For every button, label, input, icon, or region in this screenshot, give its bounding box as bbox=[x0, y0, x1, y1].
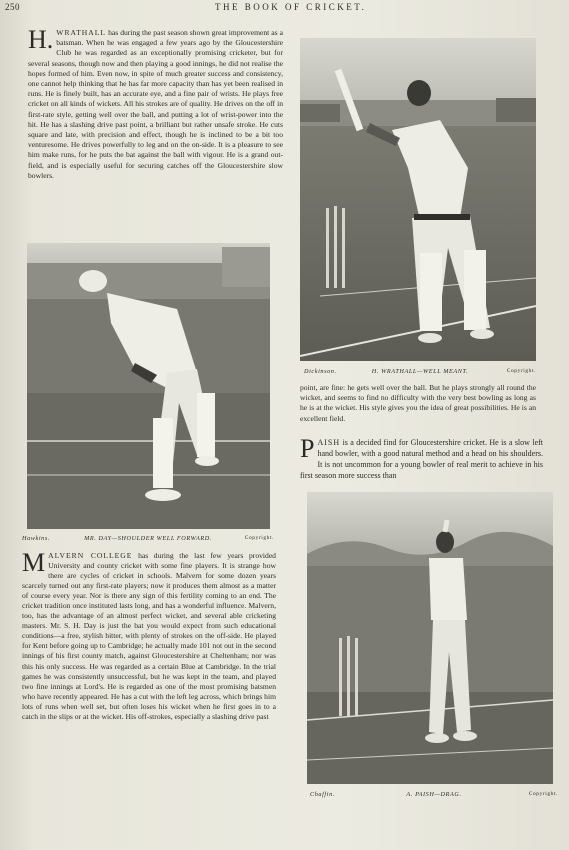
wrathall-caption-title: H. WRATHALL—WELL MEANT. bbox=[371, 368, 469, 375]
wrathall-article bbox=[28, 25, 284, 181]
day-photo-credit: Hawkins. bbox=[22, 535, 51, 542]
paish-article bbox=[300, 434, 544, 481]
wrathall-photo-credit: Dickinson. bbox=[304, 368, 337, 375]
paish-bowling-image bbox=[307, 492, 553, 784]
day-caption bbox=[22, 535, 274, 544]
running-title: THE BOOK OF CRICKET. bbox=[215, 2, 367, 12]
paish-dropcap: P bbox=[300, 434, 315, 463]
wrathall-copyright: Copyright. bbox=[506, 368, 536, 374]
paish-lead: AISH bbox=[317, 438, 341, 447]
continuation-body: point, are fine: he gets well over the ball. But he plays strongly all round the wicket, and seems to find no difficulty with the very best bowling as long as he is at the wicket. His style gives you the idea of great possibilities. He is an excellent field. bbox=[300, 383, 536, 423]
wrathall-dropcap: H. bbox=[28, 25, 54, 54]
wrathall-caption bbox=[304, 368, 536, 377]
day-caption-title: MR. DAY—SHOULDER WELL FORWARD. bbox=[84, 535, 212, 542]
page-number: 250 bbox=[5, 2, 20, 12]
paish-body: is a decided find for Gloucestershire cricket. He is a slow left hand bowler, with a good natural method and a head on his shoulders. It is not uncommon for a young bowler of real merit to achieve in his first season more success than bbox=[300, 438, 544, 480]
day-body: has during the last few years provided University and county cricket with some fine players. It is strange how there are cycles of cricket in schools. Malvern for some dozen years scarcely turned out any first-rate players; now it produces them almost as a matter of course every year. Nor is there any sign of this fertility coming to an end. The cricket tradition once instituted lasts long, and has a wonderful influence. Malvern, too, has the advantage of an almost perfect wicket, and several able cricketing masters. Mr. S. H. Day is just the bat you would expect from such educational conditions—a free, stylish hitter, with plenty of strokes on the off-side. He played for Kent before going up to Cambridge; he actually made 101 not out in the second innings of his first county match, against Gloucestershire at Cheltenham; nor was this his only success. He was regarded as a certain Blue at Cambridge. In the trial games he was consistently unsuccessful, but he was kept in the team, and played two fine innings at Lord's. He is regarded as one of the most promising batsmen who have recently appeared. He has a cut with the left leg across, which brings him lots of runs when well set, but often loses his wicket when he first goes in to a catch in the slips or at the wicket. His off-strokes, especially a slashing drive past bbox=[22, 551, 276, 721]
day-article bbox=[22, 548, 276, 722]
wrathall-lead: WRATHALL bbox=[56, 28, 107, 37]
paish-photo bbox=[307, 492, 553, 784]
day-batting-image bbox=[27, 243, 270, 529]
wrathall-photo bbox=[300, 38, 536, 361]
continuation-text bbox=[300, 383, 536, 424]
paish-caption-title: A. PAISH—DRAG. bbox=[406, 791, 462, 798]
paish-photo-credit: Chaffin. bbox=[310, 791, 335, 798]
day-copyright: Copyright. bbox=[244, 535, 274, 541]
paish-caption bbox=[310, 791, 558, 800]
wrathall-batting-image bbox=[300, 38, 536, 361]
day-dropcap: M bbox=[22, 548, 46, 577]
day-photo bbox=[27, 243, 270, 529]
paish-copyright: Copyright. bbox=[528, 791, 558, 797]
wrathall-body: has during the past season shown great improvement as a batsman. When he was engaged a few years ago by the Gloucestershire Club he was regarded as an exceptionally promising cricketer, but for several seasons, though now and then playing a good innings, he did not realise the hopes formed of him. Even now, in spite of much greater success and consistency, one cannot help thinking that he has far more capacity than has yet been realised in runs. He is finely built, has an accurate eye, and a fine pair of wrists. He plays free cricket on all kinds of wickets. All his strokes are of quality. He drives on the off in first-rate style, getting well over the ball, and putting a lot of wrist-power into the hit. He has a slashing drive past point, a brilliant but rather unsafe stroke. He cuts square and late, with precision and effect, though he is inclined to be a bit too venturesome. He drives powerfully to leg and on the on-side. It is a pleasure to see him make runs, for he puts the bat against the ball with vigour. He is a grand out-field, and is especially useful for securing catches off the Gloucestershire slow bowlers. bbox=[28, 28, 284, 180]
day-lead: ALVERN COLLEGE bbox=[48, 551, 133, 560]
